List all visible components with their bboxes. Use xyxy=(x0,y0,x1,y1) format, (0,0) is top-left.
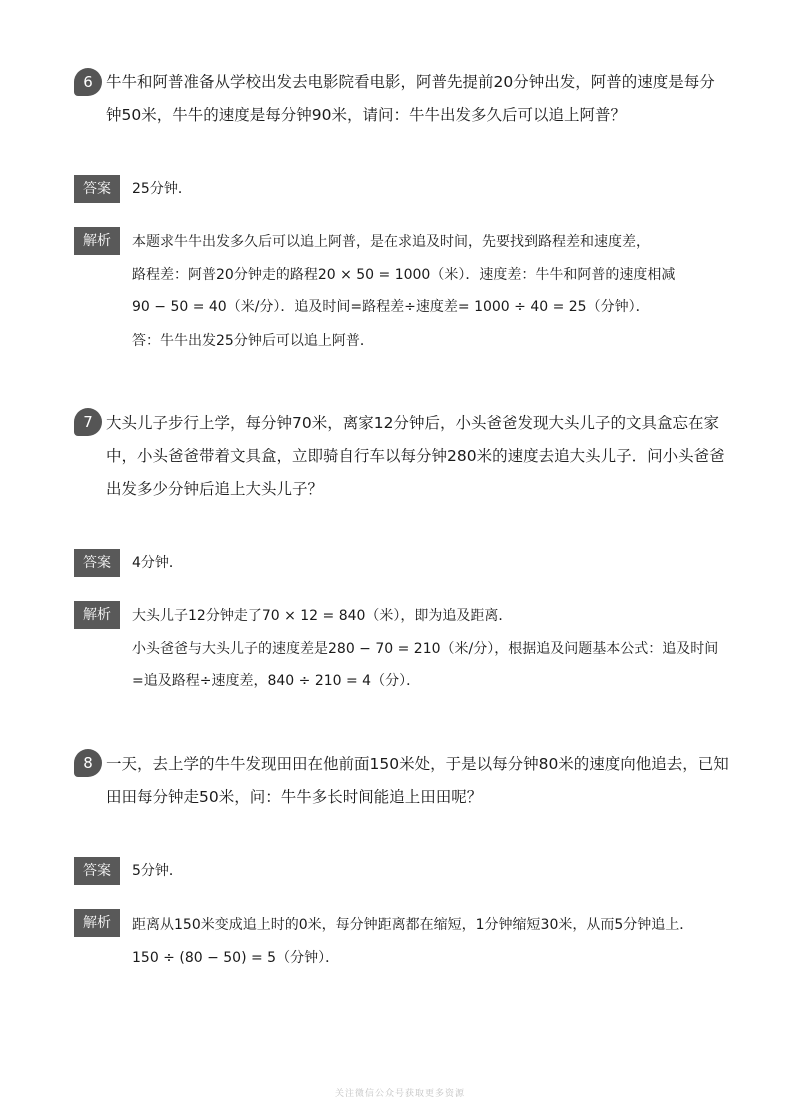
analysis-line: 大头儿子12分钟走了70 × 12 = 840（米），即为追及距离． xyxy=(132,608,513,624)
question-line: 出发多少分钟后追上大头儿子？ xyxy=(106,480,324,498)
analysis-line: 答：牛牛出发25分钟后可以追上阿普． xyxy=(132,333,374,349)
answer-text: 25分钟． xyxy=(132,181,192,197)
question-number-badge: 7 xyxy=(74,408,102,436)
analysis-tag: 解析 xyxy=(74,227,120,255)
answer-tag: 答案 xyxy=(74,549,120,577)
answer-text: 4分钟． xyxy=(132,555,183,571)
question-line: 钟50米，牛牛的速度是每分钟90米，请问：牛牛出发多久后可以追上阿普？ xyxy=(106,106,626,124)
question-text xyxy=(106,66,746,132)
question-line: 田田每分钟走50米，问：牛牛多长时间能追上田田呢？ xyxy=(106,788,483,806)
question-text xyxy=(106,748,746,814)
analysis-tag: 解析 xyxy=(74,601,120,629)
answer-tag: 答案 xyxy=(74,175,120,203)
question-number-badge: 6 xyxy=(74,68,102,96)
answer-tag: 答案 xyxy=(74,857,120,885)
page-footer: 关注微信公众号获取更多资源 xyxy=(334,1089,465,1099)
analysis-line: 本题求牛牛出发多久后可以追上阿普，是在求追及时间，先要找到路程差和速度差， xyxy=(132,234,650,250)
analysis-line: 90 − 50 = 40（米/分）．追及时间=路程差÷速度差= 1000 ÷ 40 = 25（分钟）． xyxy=(132,299,650,315)
analysis-line: 路程差：阿普20分钟走的路程20 × 50 = 1000（米）．速度差：牛牛和阿普的速度相减 xyxy=(132,267,676,283)
question-line: 一天，去上学的牛牛发现田田在他前面150米处，于是以每分钟80米的速度向他追去，已知 xyxy=(106,755,729,773)
analysis-line: 150 ÷ (80 − 50) = 5（分钟）． xyxy=(132,950,340,966)
analysis-line: 距离从150米变成追上时的0米，每分钟距离都在缩短，1分钟缩短30米，从而5分钟追上． xyxy=(132,917,694,933)
question-line: 牛牛和阿普准备从学校出发去电影院看电影，阿普先提前20分钟出发，阿普的速度是每分 xyxy=(106,73,715,91)
question-text xyxy=(106,407,746,506)
question-number-badge: 8 xyxy=(74,749,102,777)
analysis-line: 小头爸爸与大头儿子的速度差是280 − 70 = 210（米/分），根据追及问题基本公式：追及时间 xyxy=(132,641,719,657)
analysis-line: =追及路程÷速度差，840 ÷ 210 = 4（分）． xyxy=(132,673,421,689)
answer-text: 5分钟． xyxy=(132,863,183,879)
question-line: 大头儿子步行上学，每分钟70米，离家12分钟后，小头爸爸发现大头儿子的文具盒忘在家 xyxy=(106,414,719,432)
analysis-tag: 解析 xyxy=(74,909,120,937)
question-line: 中，小头爸爸带着文具盒，立即骑自行车以每分钟280米的速度去追大头儿子．问小头爸爸 xyxy=(106,447,725,465)
